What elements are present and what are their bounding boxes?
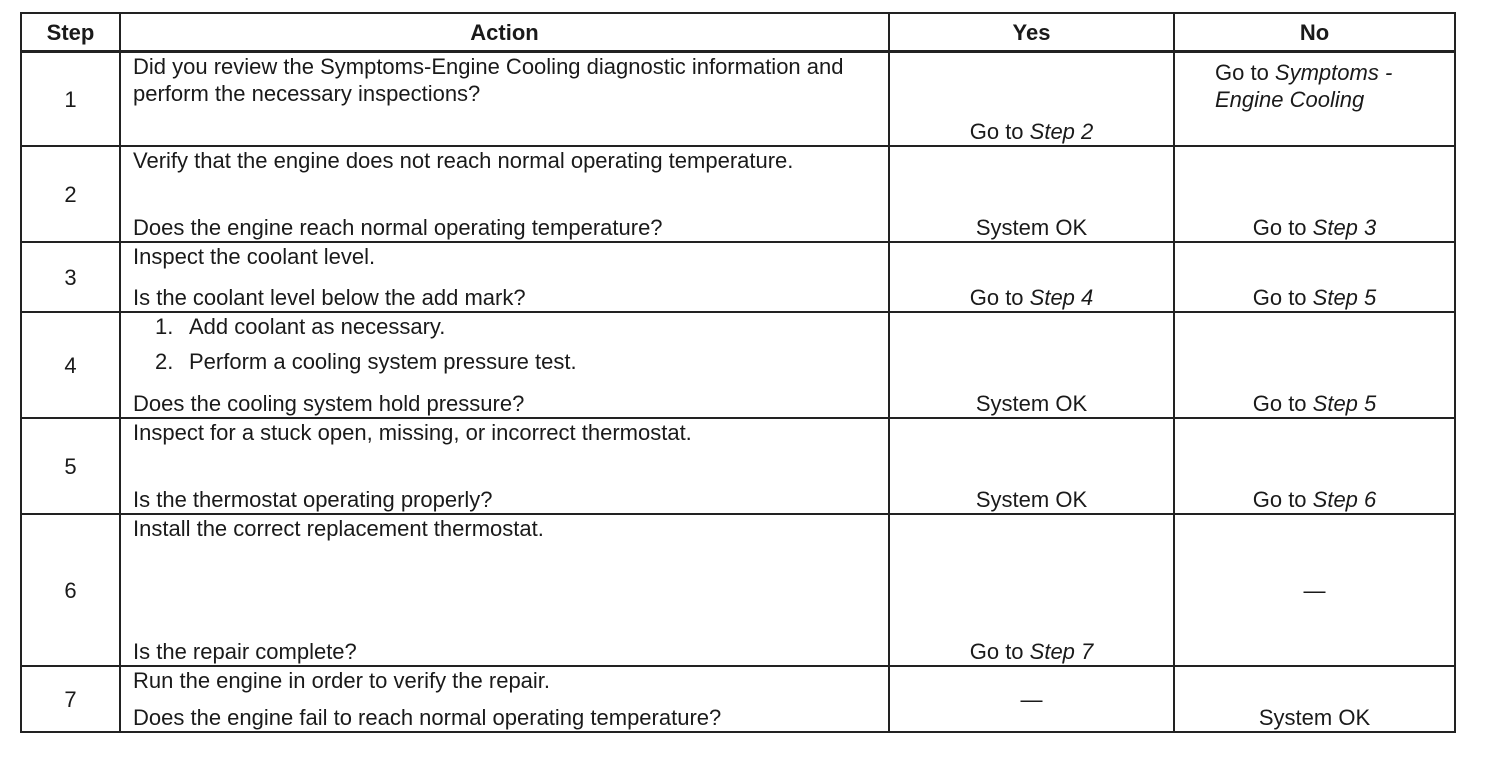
header-no: No <box>1174 13 1455 52</box>
table-row <box>21 666 1455 732</box>
step-number: 1 <box>21 52 120 147</box>
table-row <box>21 312 1455 418</box>
yes-step-link[interactable]: Step 2 <box>1029 119 1094 144</box>
diagnostic-table <box>20 12 1456 733</box>
yes-prefix: Go to <box>969 639 1030 664</box>
yes-cell <box>889 242 1174 312</box>
no-prefix: Go to <box>1252 391 1313 416</box>
list-item <box>133 313 876 340</box>
no-cell <box>1174 418 1455 514</box>
step-number: 3 <box>21 242 120 312</box>
action-question: Does the engine reach normal operating temperature? <box>133 215 663 240</box>
no-step-link[interactable]: Step 3 <box>1312 215 1377 240</box>
no-cell <box>1174 52 1455 147</box>
header-yes: Yes <box>889 13 1174 52</box>
action-cell <box>120 418 889 514</box>
header-row <box>21 13 1455 52</box>
action-text: Inspect for a stuck open, missing, or incorrect thermostat. <box>133 420 692 445</box>
action-cell <box>120 514 889 666</box>
yes-cell: System OK <box>889 312 1174 418</box>
action-cell <box>120 52 889 147</box>
action-cell <box>120 666 889 732</box>
list-item-text: Add coolant as necessary. <box>189 314 446 339</box>
no-step-link[interactable]: Step 6 <box>1312 487 1377 512</box>
yes-step-link[interactable]: Step 4 <box>1029 285 1094 310</box>
table-row <box>21 418 1455 514</box>
no-cell: — <box>1174 514 1455 666</box>
table-row <box>21 52 1455 147</box>
table-row <box>21 514 1455 666</box>
no-cell: System OK <box>1174 666 1455 732</box>
action-question: Is the repair complete? <box>133 639 357 664</box>
action-question: Does the engine fail to reach normal operating temperature? <box>133 705 722 730</box>
step-number: 7 <box>21 666 120 732</box>
no-step-link[interactable]: Step 5 <box>1312 391 1377 416</box>
action-text: Verify that the engine does not reach normal operating temperature. <box>133 148 794 173</box>
no-cell <box>1174 312 1455 418</box>
header-action: Action <box>120 13 889 52</box>
header-step: Step <box>21 13 120 52</box>
yes-cell: — <box>889 666 1174 732</box>
yes-cell: System OK <box>889 146 1174 242</box>
list-item <box>133 348 876 375</box>
step-number: 5 <box>21 418 120 514</box>
numbered-list <box>133 313 876 383</box>
yes-cell <box>889 52 1174 147</box>
no-prefix: Go to <box>1252 215 1313 240</box>
action-cell <box>120 242 889 312</box>
list-item-number: 1. <box>155 314 174 339</box>
no-prefix: Go to <box>1252 487 1313 512</box>
yes-prefix: Go to <box>969 285 1030 310</box>
action-cell <box>120 146 889 242</box>
table-row <box>21 242 1455 312</box>
action-text: Run the engine in order to verify the repair. <box>133 668 551 693</box>
action-question: Does the cooling system hold pressure? <box>133 391 525 416</box>
action-question: Is the coolant level below the add mark? <box>133 285 526 310</box>
yes-cell <box>889 514 1174 666</box>
list-item-text: Perform a cooling system pressure test. <box>189 349 577 374</box>
yes-prefix: Go to <box>969 119 1030 144</box>
yes-cell: System OK <box>889 418 1174 514</box>
no-symptoms-link[interactable]: Symptoms - Engine Cooling <box>1215 60 1393 112</box>
action-text: Install the correct replacement thermostat. <box>133 516 544 541</box>
no-step-link[interactable]: Step 5 <box>1312 285 1377 310</box>
action-cell <box>120 312 889 418</box>
action-question: Is the thermostat operating properly? <box>133 487 493 512</box>
action-text: Inspect the coolant level. <box>133 244 376 269</box>
step-number: 6 <box>21 514 120 666</box>
table-row <box>21 146 1455 242</box>
no-prefix: Go to <box>1252 285 1313 310</box>
list-item-number: 2. <box>155 349 174 374</box>
yes-step-link[interactable]: Step 7 <box>1029 639 1094 664</box>
no-cell <box>1174 146 1455 242</box>
no-cell <box>1174 242 1455 312</box>
action-text: Did you review the Symptoms-Engine Cooling diagnostic information and perform the necessary inspections? <box>133 54 844 106</box>
step-number: 4 <box>21 312 120 418</box>
step-number: 2 <box>21 146 120 242</box>
no-prefix: Go to <box>1215 60 1275 85</box>
